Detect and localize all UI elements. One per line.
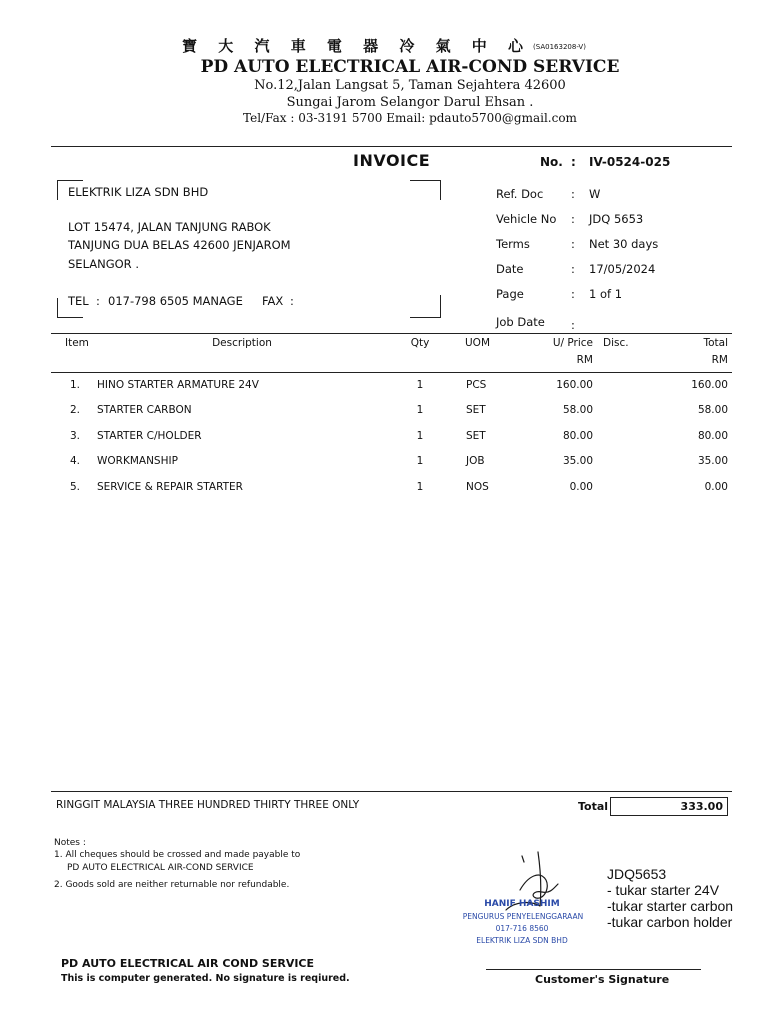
row-item: 1.: [70, 379, 81, 391]
col-header-total: Total: [703, 337, 728, 349]
row-uom: SET: [466, 430, 486, 442]
row-unit-price: 160.00: [556, 379, 593, 391]
grand-total-box: [610, 797, 728, 816]
customer-tel-label: TEL: [68, 294, 89, 308]
customer-box-corner: [57, 317, 83, 318]
customer-name: ELEKTRIK LIZA SDN BHD: [68, 185, 209, 199]
grand-total-label: Total: [578, 800, 609, 813]
vehicle-no-label: Vehicle No: [496, 212, 557, 226]
customer-fax-label: FAX: [262, 294, 284, 308]
job-date-label: Job Date: [496, 315, 545, 329]
row-total: 58.00: [697, 404, 728, 416]
amount-in-words: RINGGIT MALAYSIA THREE HUNDRED THIRTY THREE ONLY: [56, 799, 360, 811]
customer-box-corner: [440, 295, 441, 317]
company-address-line1: No.12,Jalan Langsat 5, Taman Sejahtera 42600: [254, 78, 566, 93]
handwritten-line2: - tukar starter 24V: [607, 882, 720, 898]
invoice-no-label: No.: [540, 155, 563, 169]
notes-line3: 2. Goods sold are neither returnable nor refundable.: [54, 880, 290, 890]
customer-tel-value: 017-798 6505 MANAGE: [108, 294, 243, 308]
row-unit-price: 80.00: [562, 430, 593, 442]
date-colon: :: [571, 262, 575, 276]
customer-fax-colon: :: [290, 294, 294, 308]
notes-line2: PD AUTO ELECTRICAL AIR-COND SERVICE: [67, 863, 254, 873]
row-unit-price: 35.00: [562, 455, 593, 467]
row-description: WORKMANSHIP: [97, 455, 178, 467]
company-name: PD AUTO ELECTRICAL AIR-COND SERVICE: [200, 57, 620, 77]
handwritten-line3: -tukar starter carbon: [607, 898, 734, 914]
row-qty: 1: [416, 379, 424, 391]
col-header-qty: Qty: [410, 337, 430, 349]
footer-company: PD AUTO ELECTRICAL AIR COND SERVICE: [61, 957, 315, 970]
row-qty: 1: [416, 404, 424, 416]
company-address-line2: Sungai Jarom Selangor Darul Ehsan .: [286, 95, 534, 110]
notes-heading: Notes :: [54, 838, 86, 848]
stamp-name: HANIF HASHIM: [484, 899, 560, 909]
customer-box-corner: [410, 180, 440, 181]
customer-box-corner: [440, 180, 441, 200]
customer-signature-label: Customer's Signature: [535, 973, 670, 986]
row-uom: NOS: [466, 481, 489, 493]
terms-label: Terms: [496, 237, 530, 251]
row-item: 5.: [70, 481, 81, 493]
row-uom: SET: [466, 404, 486, 416]
row-description: HINO STARTER ARMATURE 24V: [97, 379, 259, 391]
summary-divider: [51, 791, 732, 792]
row-qty: 1: [416, 455, 424, 467]
row-total: 0.00: [704, 481, 728, 493]
row-qty: 1: [416, 430, 424, 442]
header-divider: [51, 146, 732, 147]
ref-doc-colon: :: [571, 187, 575, 201]
date-label: Date: [496, 262, 524, 276]
grand-total-value: 333.00: [680, 800, 723, 813]
row-qty: 1: [416, 481, 424, 493]
row-uom: JOB: [466, 455, 485, 467]
date-value: 17/05/2024: [589, 262, 656, 276]
ref-doc-value: W: [589, 187, 601, 201]
row-description: STARTER CARBON: [97, 404, 192, 416]
customer-address-line3: SELANGOR .: [68, 257, 139, 271]
row-item: 2.: [70, 404, 81, 416]
page-label: Page: [496, 287, 524, 301]
table-header-bottom-line: [51, 372, 732, 373]
row-description: STARTER C/HOLDER: [97, 430, 202, 442]
row-unit-price: 0.00: [569, 481, 593, 493]
page-colon: :: [571, 287, 575, 301]
row-uom: PCS: [466, 379, 487, 391]
row-total: 80.00: [697, 430, 728, 442]
registration-number: (SA0163208-V): [533, 43, 586, 51]
col-header-discount: Disc.: [603, 337, 629, 349]
handwritten-line4: -tukar carbon holder: [607, 914, 733, 930]
invoice-title: INVOICE: [353, 151, 431, 170]
invoice-no-value: IV-0524-025: [589, 155, 671, 169]
col-header-uom: UOM: [465, 337, 491, 349]
page-value: 1 of 1: [589, 287, 623, 301]
handwritten-line1: JDQ5653: [607, 866, 667, 882]
terms-colon: :: [571, 237, 575, 251]
stamp-company: ELEKTRIK LIZA SDN BHD: [476, 936, 568, 945]
row-total: 160.00: [691, 379, 728, 391]
customer-signature-line: [486, 969, 701, 970]
terms-value: Net 30 days: [589, 237, 659, 251]
customer-tel-colon: :: [96, 294, 100, 308]
company-contact: Tel/Fax : 03-3191 5700 Email: pdauto5700@gmail.com: [243, 111, 577, 125]
customer-address-line2: TANJUNG DUA BELAS 42600 JENJAROM: [68, 238, 291, 252]
col-header-unit-price-currency: RM: [576, 354, 593, 366]
ref-doc-label: Ref. Doc: [496, 187, 544, 201]
job-date-colon: :: [571, 318, 575, 332]
customer-box-corner: [410, 317, 441, 318]
footer-note: This is computer generated. No signature is reqiured.: [61, 973, 350, 984]
row-unit-price: 58.00: [562, 404, 593, 416]
stamp-phone: 017-716 8560: [495, 924, 549, 933]
invoice-no-colon: :: [571, 155, 576, 169]
vehicle-no-colon: :: [571, 212, 575, 226]
row-description: SERVICE & REPAIR STARTER: [97, 481, 243, 493]
customer-box-corner: [57, 180, 58, 200]
col-header-total-currency: RM: [711, 354, 728, 366]
customer-box-corner: [57, 298, 58, 318]
stamp-title: PENGURUS PENYELENGGARAAN: [462, 912, 584, 921]
row-item: 4.: [70, 455, 81, 467]
col-header-unit-price: U/ Price: [552, 337, 593, 349]
table-header-top-line: [51, 333, 732, 334]
row-item: 3.: [70, 430, 81, 442]
customer-box-corner: [57, 180, 83, 181]
col-header-item: Item: [65, 337, 89, 349]
company-chinese-name: 寶 大 汽 車 電 器 冷 氣 中 心 (SA0163208-V): [182, 37, 586, 55]
row-total: 35.00: [697, 455, 728, 467]
col-header-description: Description: [212, 337, 272, 349]
vehicle-no-value: JDQ 5653: [589, 212, 644, 226]
customer-address-line1: LOT 15474, JALAN TANJUNG RABOK: [68, 220, 271, 234]
notes-line1: 1. All cheques should be crossed and made payable to: [54, 850, 301, 860]
